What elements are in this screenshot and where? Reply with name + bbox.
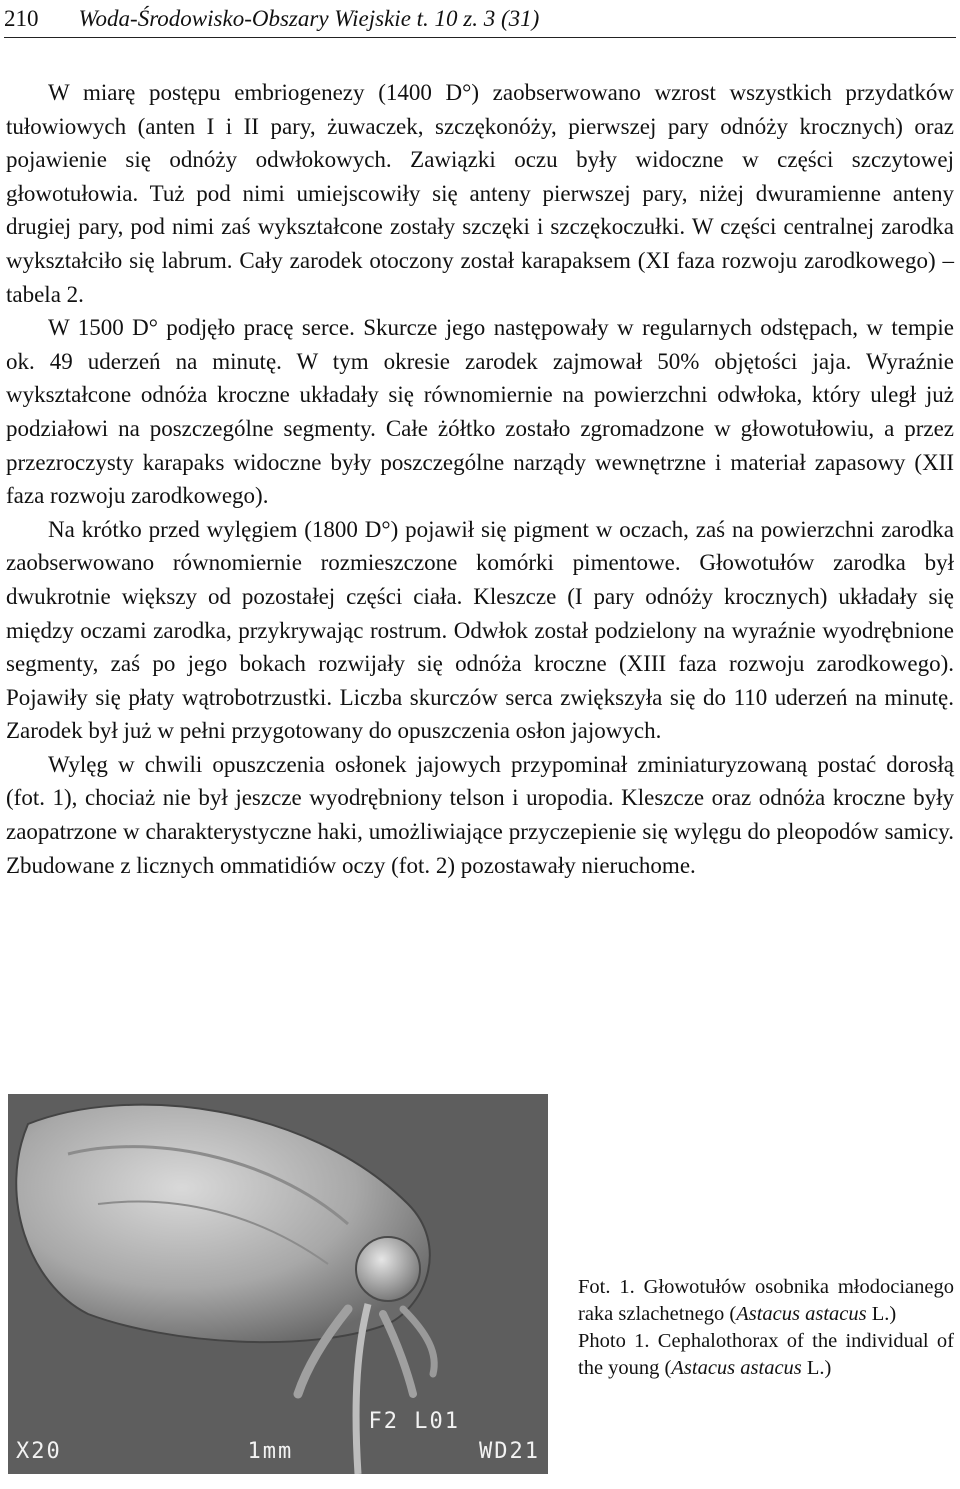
eye-shape xyxy=(356,1237,420,1301)
sem-label-magnification: X20 xyxy=(16,1439,62,1464)
sem-label-scale: 1mm xyxy=(247,1439,294,1464)
paragraph-2: W 1500 D° podjęło pracę serce. Skurcze jego następowały w regularnych odstępach, w tempie ok. 49 uderzeń na minutę. W tym okresie zarodek zajmował 50% objętości jaja. Wyraźnie wykształcone odnóża kroczne układały się równomiernie na powierzchni odwłoka, który uległ już podziałowi na poszczególne segmenty. Całe żółtko zostało zgromadzone w głowotułowiu, a przez przezroczysty karapaks widoczne były poszczególne narządy wewnętrzne i materiał zapasowy (XII faza rozwoju zarodkowego). xyxy=(6,315,954,509)
sem-label-working-distance: WD21 xyxy=(479,1439,540,1464)
sem-photo xyxy=(8,1094,548,1474)
page-number: 210 xyxy=(4,6,39,31)
caption-polish: Fot. 1. Głowotułów osobnika młodocianego raka szlachetnego (Astacus astacus L.) xyxy=(578,1276,954,1325)
running-header xyxy=(4,4,956,38)
crayfish-sem-image xyxy=(8,1094,548,1474)
species-name: Astacus astacus xyxy=(671,1357,802,1379)
species-name: Astacus astacus xyxy=(736,1303,867,1325)
body-text xyxy=(6,76,954,882)
paragraph-1: W miarę postępu embriogenezy (1400 D°) zaobserwowano wzrost wszystkich przydatków tułowiowych (anten I i II pary, żuwaczek, szczękonóży, pierwszej pary odnóży krocznych) oraz pojawienie się odnóży odwłokowych. Zawiązki oczu były widoczne w części szczytowej głowotułowia. Tuż pod nimi umiejscowiły się anteny pierwszej pary, niżej dwuramienne anteny drugiej pary, pod nimi zaś wykształcone zostały szczęki i szczękoczułki. W części centralnej zarodka wykształciło się labrum. Cały zarodek otoczony został karapaksem (XI faza rozwoju zarodkowego) – tabela 2. xyxy=(6,80,954,307)
paragraph-4: Wylęg w chwili opuszczenia osłonek jajowych przypominał zminiaturyzowaną postać dorosłą (fot. 1), chociaż nie był jeszcze wyodrębniony telson i uropodia. Kleszcze oraz odnóża kroczne były zaopatrzone w charakterystyczne haki, umożliwiające przyczepienie się wylęgu do pleopodów samicy. Zbudowane z licznych ommatidiów oczy (fot. 2) pozostawały nieruchome. xyxy=(6,751,954,878)
sem-label-detector: F2 L01 xyxy=(368,1409,460,1434)
paragraph-3: Na krótko przed wylęgiem (1800 D°) pojawił się pigment w oczach, zaś na powierzchni zarodka zaobserwowano równomiernie rozmieszczone komórki pimentowe. Głowotułów zarodka był dwukrotnie większy od pozostałej części ciała. Kleszcze (I pary odnóży krocznych) układały się między oczami zarodka, przykrywając rostrum. Odwłok został podzielony na wyraźnie wyodrębnione segmenty, zaś po jego bokach rozwijały się odnóża kroczne (XIII faza rozwoju zarodkowego). Pojawiły się płaty wątrobotrzustki. Liczba skurczów serca zwiększyła się do 110 uderzeń na minutę. Zarodek był już w pełni przygotowany do opuszczenia osłon jajowych. xyxy=(6,516,954,744)
journal-title: Woda-Środowisko-Obszary Wiejskie t. 10 z. 3 (31) xyxy=(78,6,540,31)
photo-caption xyxy=(578,1274,954,1382)
caption-english: Photo 1. Cephalothorax of the individual of the young (Astacus astacus L.) xyxy=(578,1330,954,1379)
